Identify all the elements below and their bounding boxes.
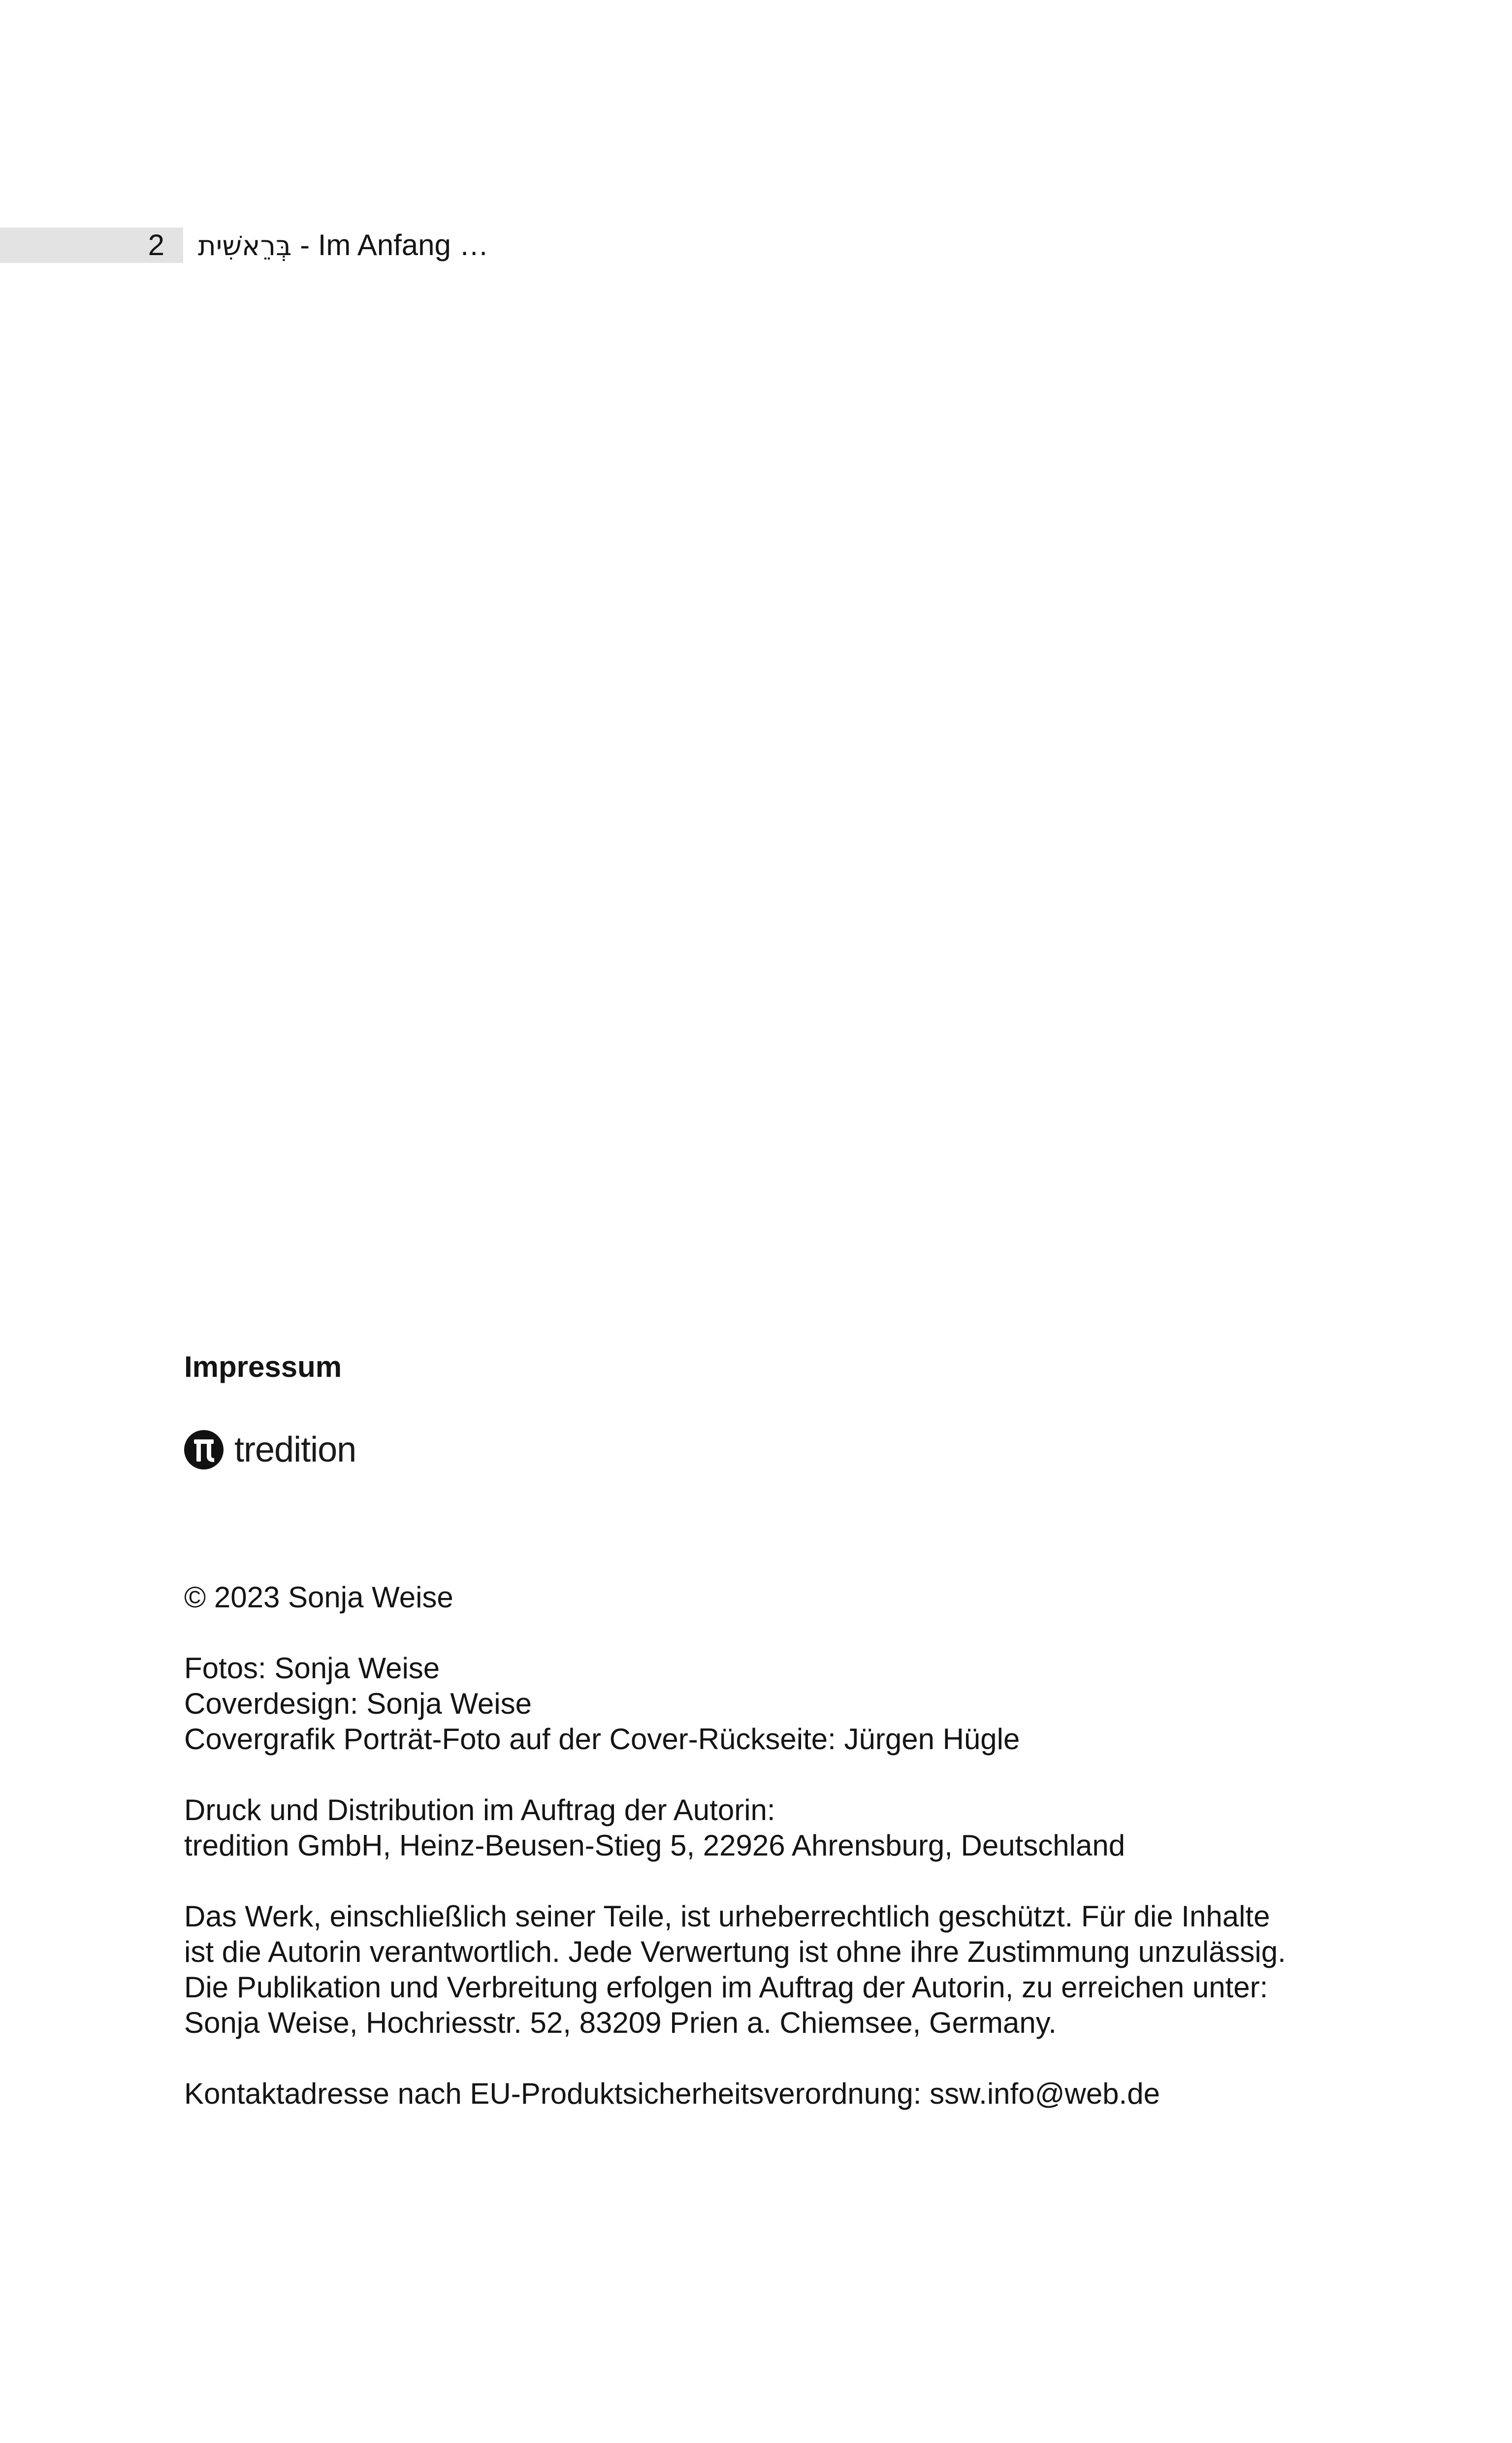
rights-line: Die Publikation und Verbreitung erfolgen im Auftrag der Autorin, zu erreichen unter:: [184, 1971, 1268, 2004]
publisher-logo: [184, 1430, 1366, 1469]
imprint-heading: Impressum: [184, 1350, 342, 1383]
tredition-logo-icon: [184, 1430, 224, 1469]
page-number: 2: [148, 228, 164, 261]
rights-line: Sonja Weise, Hochriesstr. 52, 83209 Prien a. Chiemsee, Germany.: [184, 2006, 1057, 2039]
rights-line: ist die Autorin verantwortlich. Jede Verwertung ist ohne ihre Zustimmung unzulässig.: [184, 1935, 1286, 1968]
credit-line: Fotos: Sonja Weise: [184, 1652, 440, 1685]
running-head-hebrew: בְּרֵאשִׁית: [198, 230, 292, 262]
contact-line: Kontaktadresse nach EU-Produktsicherheitsverordnung: ssw.info@web.de: [184, 2077, 1160, 2110]
credit-line: Coverdesign: Sonja Weise: [184, 1687, 532, 1720]
printing-block: [184, 1792, 1366, 1863]
rights-block: [184, 1899, 1366, 2041]
running-head-title: - Im Anfang …: [291, 228, 489, 261]
credits-block: [184, 1651, 1366, 1757]
contact-block: [184, 2076, 1366, 2112]
printing-line: Druck und Distribution im Auftrag der Autorin:: [184, 1793, 775, 1826]
rights-line: Das Werk, einschließlich seiner Teile, ist urheberrechtlich geschützt. Für die Inhalte: [184, 1900, 1270, 1933]
running-head: [198, 228, 489, 263]
printing-line: tredition GmbH, Heinz-Beusen-Stieg 5, 22926 Ahrensburg, Deutschland: [184, 1829, 1126, 1862]
credit-line: Covergrafik Porträt-Foto auf der Cover-Rückseite: Jürgen Hügle: [184, 1723, 1020, 1756]
imprint-section: [184, 1349, 1366, 2112]
publisher-logo-text: tredition: [234, 1430, 356, 1469]
copyright-line: © 2023 Sonja Weise: [184, 1581, 453, 1614]
